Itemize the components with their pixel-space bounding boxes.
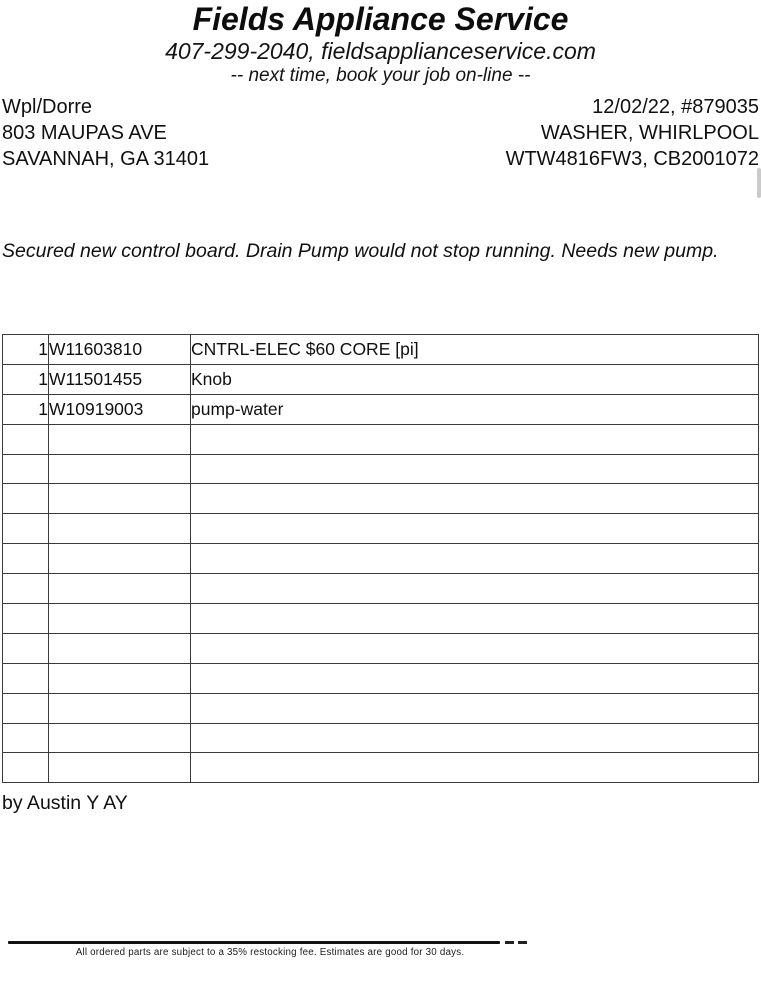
job-appliance: WASHER, WHIRLPOOL xyxy=(540,122,759,144)
cell-qty xyxy=(3,454,49,484)
footer-divider-dash xyxy=(505,941,514,944)
parts-row xyxy=(3,364,759,394)
cell-qty: 1 xyxy=(3,364,49,394)
parts-row-empty xyxy=(3,723,759,753)
cell-part-number xyxy=(49,604,191,634)
company-tagline: -- next time, book your job on-line -- xyxy=(230,65,531,86)
cell-qty xyxy=(3,723,49,753)
cell-description xyxy=(191,484,759,514)
parts-row-empty xyxy=(3,663,759,693)
cell-part-number xyxy=(49,753,191,783)
cell-part-number xyxy=(49,723,191,753)
cell-qty xyxy=(3,574,49,604)
parts-row-empty xyxy=(3,633,759,663)
parts-row xyxy=(3,394,759,424)
footer-disclaimer: All ordered parts are subject to a 35% restocking fee. Estimates are good for 30 days. xyxy=(75,947,465,958)
customer-street: 803 MAUPAS AVE xyxy=(2,122,167,144)
cell-qty xyxy=(3,484,49,514)
technician-line: by Austin Y AY xyxy=(2,792,128,814)
parts-row-empty xyxy=(3,514,759,544)
cell-part-number: W11501455 xyxy=(49,364,191,394)
cell-part-number xyxy=(49,693,191,723)
company-phone-website: 407-299-2040, fieldsapplianceservice.com xyxy=(165,38,596,64)
parts-row-empty xyxy=(3,544,759,574)
cell-part-number xyxy=(49,574,191,604)
cell-description xyxy=(191,663,759,693)
parts-row-empty xyxy=(3,484,759,514)
customer-name: Wpl/Dorre xyxy=(2,96,93,118)
cell-qty xyxy=(3,633,49,663)
cell-description: CNTRL-ELEC $60 CORE [pi] xyxy=(191,335,759,365)
parts-row-empty xyxy=(3,454,759,484)
cell-qty: 1 xyxy=(3,335,49,365)
parts-row xyxy=(3,335,759,365)
service-note: Secured new control board. Drain Pump would not stop running. Needs new pump. xyxy=(2,240,719,262)
parts-row-empty xyxy=(3,753,759,783)
cell-qty xyxy=(3,424,49,454)
cell-part-number xyxy=(49,544,191,574)
cell-description xyxy=(191,753,759,783)
cell-qty: 1 xyxy=(3,394,49,424)
parts-row-empty xyxy=(3,693,759,723)
parts-row-empty xyxy=(3,424,759,454)
info-row xyxy=(2,94,759,172)
customer-city-state-zip: SAVANNAH, GA 31401 xyxy=(2,148,210,170)
footer-divider-dash xyxy=(518,941,527,944)
cell-description xyxy=(191,723,759,753)
job-model-serial: WTW4816FW3, CB2001072 xyxy=(505,148,759,170)
cell-description xyxy=(191,604,759,634)
job-block xyxy=(506,94,759,172)
parts-row-empty xyxy=(3,574,759,604)
cell-description xyxy=(191,574,759,604)
customer-block xyxy=(2,94,209,172)
cell-part-number xyxy=(49,424,191,454)
cell-qty xyxy=(3,663,49,693)
cell-qty xyxy=(3,693,49,723)
cell-part-number xyxy=(49,484,191,514)
cell-qty xyxy=(3,604,49,634)
cell-description xyxy=(191,633,759,663)
parts-table-body xyxy=(3,335,759,783)
scan-artifact xyxy=(757,168,761,198)
cell-part-number xyxy=(49,454,191,484)
cell-qty xyxy=(3,753,49,783)
cell-description xyxy=(191,693,759,723)
cell-description xyxy=(191,454,759,484)
cell-description: Knob xyxy=(191,364,759,394)
cell-qty xyxy=(3,544,49,574)
footer-divider-line xyxy=(8,941,500,944)
cell-description xyxy=(191,424,759,454)
cell-part-number xyxy=(49,633,191,663)
job-date-number: 12/02/22, #879035 xyxy=(592,96,759,118)
cell-part-number: W10919003 xyxy=(49,394,191,424)
cell-description: pump-water xyxy=(191,394,759,424)
cell-part-number xyxy=(49,514,191,544)
cell-description xyxy=(191,514,759,544)
company-title: Fields Appliance Service xyxy=(192,1,569,37)
cell-part-number xyxy=(49,663,191,693)
cell-qty xyxy=(3,514,49,544)
parts-row-empty xyxy=(3,604,759,634)
parts-table xyxy=(2,334,759,783)
cell-description xyxy=(191,544,759,574)
cell-part-number: W11603810 xyxy=(49,335,191,365)
